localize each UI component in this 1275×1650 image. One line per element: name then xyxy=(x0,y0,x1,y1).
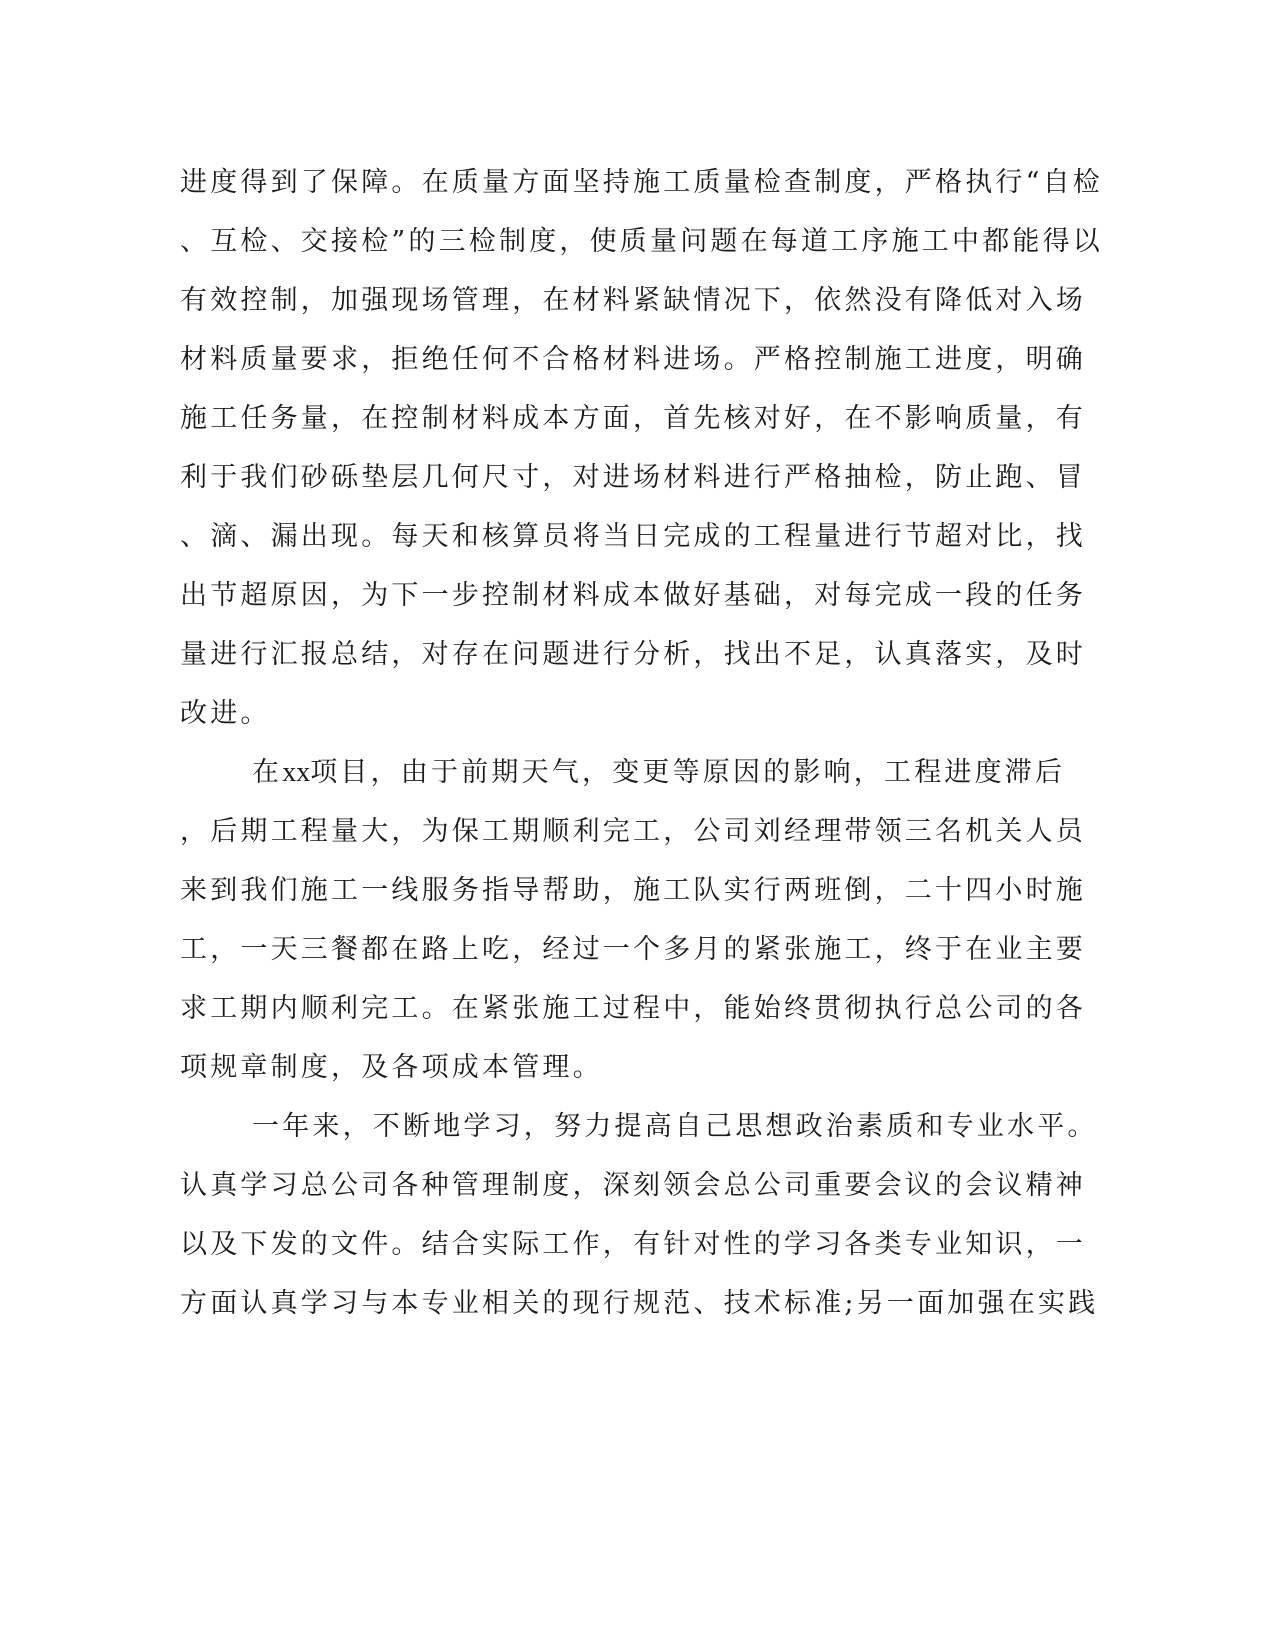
text-line: 施工任务量，在控制材料成本方面，首先核对好，在不影响质量，有 xyxy=(180,403,1086,434)
body-text xyxy=(180,153,1104,1333)
text-line: ，后期工程量大，为保工期顺利完工，公司刘经理带领三名机关人员 xyxy=(180,816,1086,847)
text-run: 在 xyxy=(252,757,283,788)
text-line: 以及下发的文件。结合实际工作，有针对性的学习各类专业知识，一 xyxy=(180,1229,1086,1260)
text-line-first: 一年来，不断地学习，努力提高自己思想政治素质和专业水平。 xyxy=(252,1111,1098,1142)
text-line: 方面认真学习与本专业相关的现行规范、技术标准;另一面加强在实践 xyxy=(180,1288,1099,1319)
text-line: 进度得到了保障。在质量方面坚持施工质量检查制度，严格执行“自检 xyxy=(180,167,1104,198)
text-line: 量进行汇报总结，对存在问题进行分析，找出不足，认真落实，及时 xyxy=(180,639,1086,670)
text-run: 项目，由于前期天气，变更等原因的影响，工程进度滞后 xyxy=(310,757,1066,788)
text-line: 求工期内顺利完工。在紧张施工过程中，能始终贯彻执行总公司的各 xyxy=(180,993,1086,1024)
text-line: 利于我们砂砾垫层几何尺寸，对进场材料进行严格抽检，防止跑、冒 xyxy=(180,462,1086,493)
text-line: 项规章制度，及各项成本管理。 xyxy=(180,1052,603,1083)
text-line: 出节超原因，为下一步控制材料成本做好基础，对每完成一段的任务 xyxy=(180,580,1086,611)
text-line: 材料质量要求，拒绝任何不合格材料进场。严格控制施工进度，明确 xyxy=(180,344,1086,375)
text-line: 来到我们施工一线服务指导帮助，施工队实行两班倒，二十四小时施 xyxy=(180,875,1086,906)
text-line-first xyxy=(180,743,1066,802)
text-line: 认真学习总公司各种管理制度，深刻领会总公司重要会议的会议精神 xyxy=(180,1170,1086,1201)
paragraph-1 xyxy=(180,153,1104,743)
paragraph-2 xyxy=(180,743,1086,1097)
text-line: 、互检、交接检”的三检制度，使质量问题在每道工序施工中都能得以 xyxy=(180,226,1104,257)
text-line: 改进。 xyxy=(180,698,271,729)
text-run-latin: xx xyxy=(282,757,311,788)
text-line: 、滴、漏出现。每天和核算员将当日完成的工程量进行节超对比，找 xyxy=(180,521,1086,552)
paragraph-3 xyxy=(180,1097,1099,1333)
text-line: 有效控制，加强现场管理，在材料紧缺情况下，依然没有降低对入场 xyxy=(180,285,1086,316)
text-line: 工，一天三餐都在路上吃，经过一个多月的紧张施工，终于在业主要 xyxy=(180,934,1086,965)
